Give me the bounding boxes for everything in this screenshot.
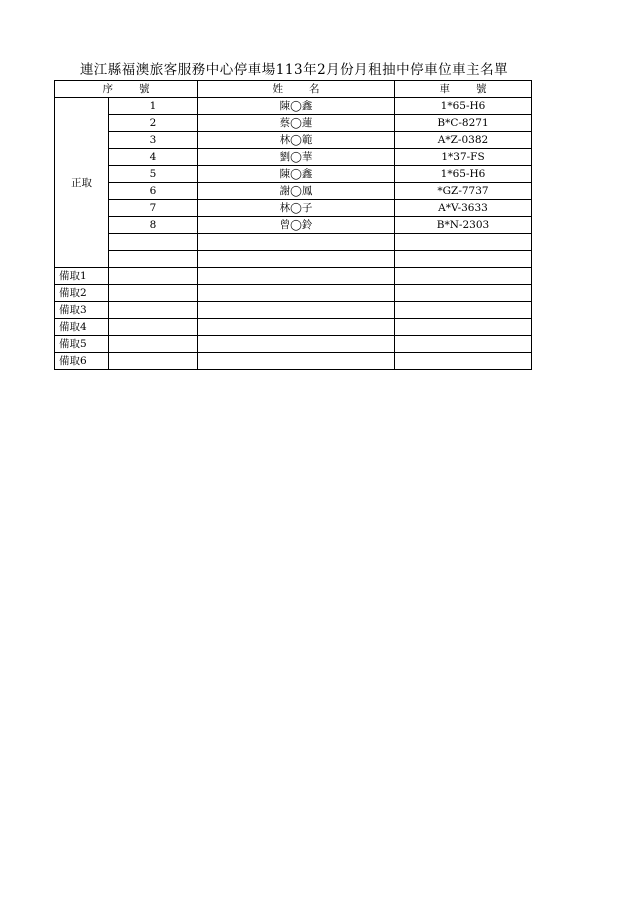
alternate-row	[55, 353, 532, 370]
primary-row	[55, 115, 532, 132]
alternate-label: 備取1	[55, 268, 109, 285]
name-cell: 劉◯華	[198, 149, 395, 166]
name-cell	[198, 234, 395, 251]
plate-cell: B*C-8271	[395, 115, 532, 132]
plate-cell: 1*37-FS	[395, 149, 532, 166]
name-cell: 林◯範	[198, 132, 395, 149]
plate-cell: 1*65-H6	[395, 98, 532, 115]
header-plate: 車號	[395, 81, 532, 98]
primary-row	[55, 98, 532, 115]
alternate-row	[55, 268, 532, 285]
alternate-label: 備取2	[55, 285, 109, 302]
seq-cell: 5	[109, 166, 198, 183]
plate-cell	[395, 285, 532, 302]
plate-cell: A*V-3633	[395, 200, 532, 217]
seq-cell: 8	[109, 217, 198, 234]
plate-cell	[395, 302, 532, 319]
primary-category-label: 正取	[55, 98, 109, 268]
name-cell	[198, 302, 395, 319]
name-cell: 蔡◯蓮	[198, 115, 395, 132]
header-name: 姓名	[198, 81, 395, 98]
seq-cell	[109, 319, 198, 336]
name-cell	[198, 353, 395, 370]
seq-cell: 2	[109, 115, 198, 132]
alternate-row	[55, 285, 532, 302]
alternate-label: 備取3	[55, 302, 109, 319]
plate-cell	[395, 268, 532, 285]
seq-cell: 7	[109, 200, 198, 217]
name-cell: 陳◯鑫	[198, 98, 395, 115]
roster-table	[54, 80, 532, 370]
alternate-label: 備取5	[55, 336, 109, 353]
seq-cell: 4	[109, 149, 198, 166]
name-cell: 陳◯鑫	[198, 166, 395, 183]
alternate-row	[55, 319, 532, 336]
alternate-label: 備取6	[55, 353, 109, 370]
plate-cell: *GZ-7737	[395, 183, 532, 200]
name-cell: 謝◯鳳	[198, 183, 395, 200]
primary-row	[55, 132, 532, 149]
seq-cell	[109, 302, 198, 319]
name-cell	[198, 336, 395, 353]
plate-cell: B*N-2303	[395, 217, 532, 234]
primary-row	[55, 217, 532, 234]
seq-cell: 1	[109, 98, 198, 115]
name-cell: 曾◯鈴	[198, 217, 395, 234]
name-cell: 林◯子	[198, 200, 395, 217]
document-title: 連江縣福澳旅客服務中心停車場113年2月份月租抽中停車位車主名單	[79, 62, 509, 78]
primary-row	[55, 166, 532, 183]
plate-cell	[395, 234, 532, 251]
seq-cell: 6	[109, 183, 198, 200]
name-cell	[198, 285, 395, 302]
seq-cell	[109, 251, 198, 268]
alternate-row	[55, 302, 532, 319]
plate-cell	[395, 319, 532, 336]
primary-row	[55, 183, 532, 200]
alternate-row	[55, 336, 532, 353]
seq-cell	[109, 268, 198, 285]
name-cell	[198, 319, 395, 336]
plate-cell	[395, 336, 532, 353]
header-row	[55, 81, 532, 98]
plate-cell	[395, 251, 532, 268]
header-seq: 序號	[55, 81, 198, 98]
plate-cell	[395, 353, 532, 370]
seq-cell	[109, 353, 198, 370]
primary-row	[55, 200, 532, 217]
alternate-label: 備取4	[55, 319, 109, 336]
plate-cell: 1*65-H6	[395, 166, 532, 183]
primary-row-empty	[55, 234, 532, 251]
primary-row	[55, 149, 532, 166]
name-cell	[198, 268, 395, 285]
seq-cell	[109, 285, 198, 302]
seq-cell	[109, 234, 198, 251]
seq-cell	[109, 336, 198, 353]
primary-row-empty	[55, 251, 532, 268]
name-cell	[198, 251, 395, 268]
plate-cell: A*Z-0382	[395, 132, 532, 149]
seq-cell: 3	[109, 132, 198, 149]
